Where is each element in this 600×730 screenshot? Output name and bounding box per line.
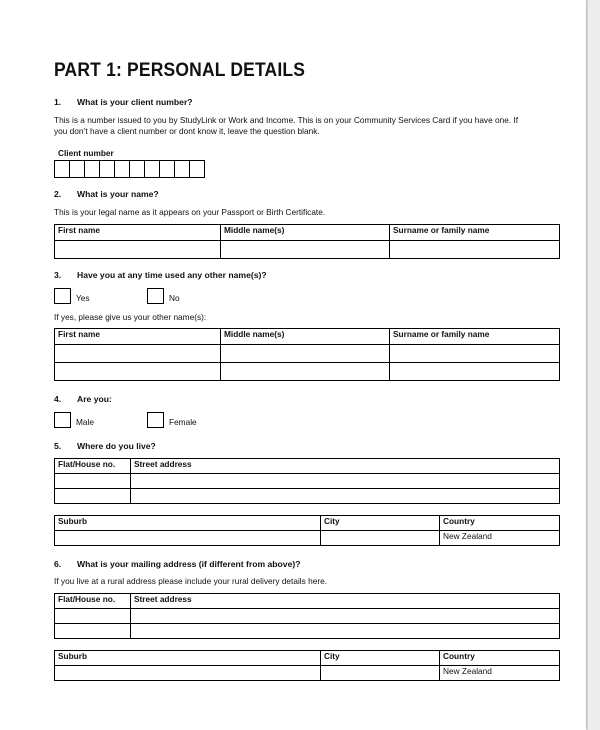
middle-name-header: Middle name(s) — [221, 329, 390, 345]
suburb-header: Suburb — [55, 516, 321, 531]
surname-header: Surname or family name — [390, 329, 560, 345]
flat-house-input[interactable] — [55, 609, 131, 624]
page-title: PART 1: PERSONAL DETAILS — [54, 60, 306, 81]
flat-house-header: Flat/House no. — [55, 459, 131, 474]
digit-box[interactable] — [189, 160, 205, 178]
help-text: If you live at a rural address please include your rural delivery details here. — [54, 576, 328, 586]
city-header: City — [321, 516, 440, 531]
digit-box[interactable] — [144, 160, 160, 178]
country-header: Country — [440, 516, 560, 531]
mailing-address-table — [54, 593, 560, 639]
question-number: 4. — [54, 394, 62, 404]
digit-box[interactable] — [114, 160, 130, 178]
question-text: Have you at any time used any other name(s)? — [77, 270, 267, 280]
question-5 — [54, 441, 156, 451]
other-first-name-input[interactable] — [55, 345, 221, 363]
question-2 — [54, 189, 159, 199]
no-checkbox[interactable] — [147, 288, 164, 304]
street-address-input[interactable] — [131, 489, 560, 504]
city-header: City — [321, 651, 440, 666]
other-middle-name-input[interactable] — [221, 363, 390, 381]
client-number-label: Client number — [58, 148, 114, 158]
female-label: Female — [169, 417, 197, 427]
middle-name-input[interactable] — [221, 241, 390, 259]
flat-house-input[interactable] — [55, 474, 131, 489]
flat-house-header: Flat/House no. — [55, 594, 131, 609]
help-text: you don’t have a client number or dont know it, leave the question blank. — [54, 126, 320, 136]
question-text: Are you: — [77, 394, 112, 404]
other-first-name-input[interactable] — [55, 363, 221, 381]
help-text: If yes, please give us your other name(s): — [54, 312, 207, 322]
suburb-input[interactable] — [55, 666, 321, 681]
other-surname-input[interactable] — [390, 345, 560, 363]
residential-suburb-table — [54, 515, 560, 546]
street-address-input[interactable] — [131, 624, 560, 639]
mailing-suburb-table — [54, 650, 560, 681]
other-middle-name-input[interactable] — [221, 345, 390, 363]
question-number: 1. — [54, 97, 62, 107]
country-header: Country — [440, 651, 560, 666]
male-checkbox[interactable] — [54, 412, 71, 428]
help-text: This is a number issued to you by StudyLink or Work and Income. This is on your Community Services Card if you have one. If — [54, 115, 519, 125]
question-text: What is your client number? — [77, 97, 193, 107]
no-label: No — [169, 293, 180, 303]
middle-name-header: Middle name(s) — [221, 225, 390, 241]
digit-box[interactable] — [84, 160, 100, 178]
question-3 — [54, 270, 267, 280]
digit-box[interactable] — [159, 160, 175, 178]
street-address-header: Street address — [131, 594, 560, 609]
first-name-header: First name — [55, 329, 221, 345]
question-number: 3. — [54, 270, 62, 280]
country-input[interactable]: New Zealand — [440, 531, 560, 546]
street-address-input[interactable] — [131, 474, 560, 489]
city-input[interactable] — [321, 531, 440, 546]
surname-header: Surname or family name — [390, 225, 560, 241]
suburb-header: Suburb — [55, 651, 321, 666]
flat-house-input[interactable] — [55, 624, 131, 639]
yes-label: Yes — [76, 293, 90, 303]
digit-box[interactable] — [54, 160, 70, 178]
residential-address-table — [54, 458, 560, 504]
flat-house-input[interactable] — [55, 489, 131, 504]
client-number-field[interactable] — [54, 160, 205, 178]
first-name-input[interactable] — [55, 241, 221, 259]
question-number: 2. — [54, 189, 62, 199]
name-table — [54, 224, 560, 259]
first-name-header: First name — [55, 225, 221, 241]
help-text: This is your legal name as it appears on your Passport or Birth Certificate. — [54, 207, 326, 217]
street-address-input[interactable] — [131, 609, 560, 624]
digit-box[interactable] — [174, 160, 190, 178]
question-number: 6. — [54, 559, 62, 569]
female-checkbox[interactable] — [147, 412, 164, 428]
yes-checkbox[interactable] — [54, 288, 71, 304]
question-4 — [54, 394, 112, 404]
city-input[interactable] — [321, 666, 440, 681]
street-address-header: Street address — [131, 459, 560, 474]
question-text: Where do you live? — [77, 441, 156, 451]
other-names-table — [54, 328, 560, 381]
scrollbar[interactable] — [587, 0, 600, 730]
digit-box[interactable] — [69, 160, 85, 178]
other-surname-input[interactable] — [390, 363, 560, 381]
surname-input[interactable] — [390, 241, 560, 259]
suburb-input[interactable] — [55, 531, 321, 546]
digit-box[interactable] — [99, 160, 115, 178]
digit-box[interactable] — [129, 160, 145, 178]
question-6 — [54, 559, 300, 569]
question-1 — [54, 97, 193, 107]
male-label: Male — [76, 417, 94, 427]
question-text: What is your name? — [77, 189, 159, 199]
question-text: What is your mailing address (if different from above)? — [77, 559, 301, 569]
question-number: 5. — [54, 441, 62, 451]
country-input[interactable]: New Zealand — [440, 666, 560, 681]
